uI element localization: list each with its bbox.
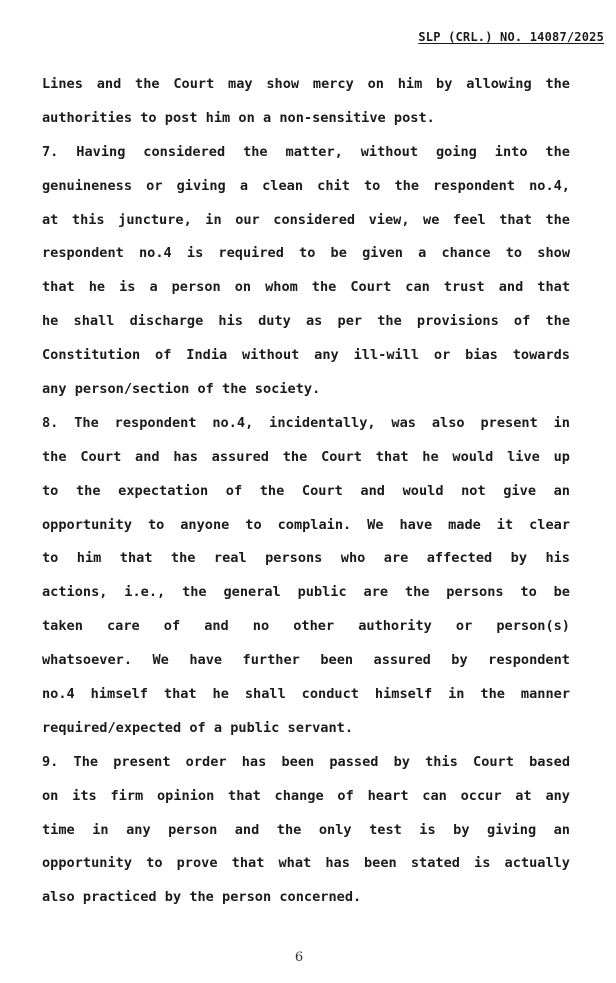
text-line: also practiced by the person concerned. <box>42 889 362 906</box>
text-line: any person/section of the society. <box>42 381 321 398</box>
order-body-text <box>42 68 570 915</box>
text-line: taken care of and no other authority or person(s) <box>42 618 570 635</box>
text-line: Constitution of India without any ill-will or bias towards <box>42 347 570 364</box>
text-line: Lines and the Court may show mercy on him by allowing the <box>42 76 570 92</box>
text-line: authorities to post him on a non-sensitive post. <box>42 109 435 126</box>
text-line: to him that the real persons who are affected by his <box>42 550 570 567</box>
text-line: at this juncture, in our considered view, we feel that the <box>42 211 570 228</box>
text-line: required/expected of a public servant. <box>42 719 353 736</box>
text-line: opportunity to prove that what has been stated is actually <box>42 855 570 872</box>
text-line: he shall discharge his duty as per the provisions of the <box>42 313 570 330</box>
text-line: actions, i.e., the general public are the persons to be <box>42 584 570 601</box>
text-line: no.4 himself that he shall conduct himself in the manner <box>42 686 570 703</box>
text-line: on its firm opinion that change of heart can occur at any <box>42 787 570 804</box>
text-line: opportunity to anyone to complain. We have made it clear <box>42 516 570 533</box>
text-line: whatsoever. We have further been assured by respondent <box>42 652 570 669</box>
paragraph-8-start: 8. The respondent no.4, incidentally, was also present in <box>42 414 570 431</box>
text-line: time in any person and the only test is by giving an <box>42 821 570 838</box>
paragraph-9-start: 9. The present order has been passed by this Court based <box>42 753 570 770</box>
paragraph-7-start: 7. Having considered the matter, without going into the <box>42 143 570 160</box>
page-number: 6 <box>294 950 304 965</box>
text-line: genuineness or giving a clean chit to the respondent no.4, <box>42 177 570 194</box>
text-line: respondent no.4 is required to be given a chance to show <box>42 245 570 262</box>
case-number-header: SLP (CRL.) NO. 14087/2025 <box>418 30 604 44</box>
text-line: that he is a person on whom the Court can trust and that <box>42 279 570 296</box>
text-line: to the expectation of the Court and would not give an <box>42 482 570 499</box>
text-line: the Court and has assured the Court that he would live up <box>42 448 570 465</box>
